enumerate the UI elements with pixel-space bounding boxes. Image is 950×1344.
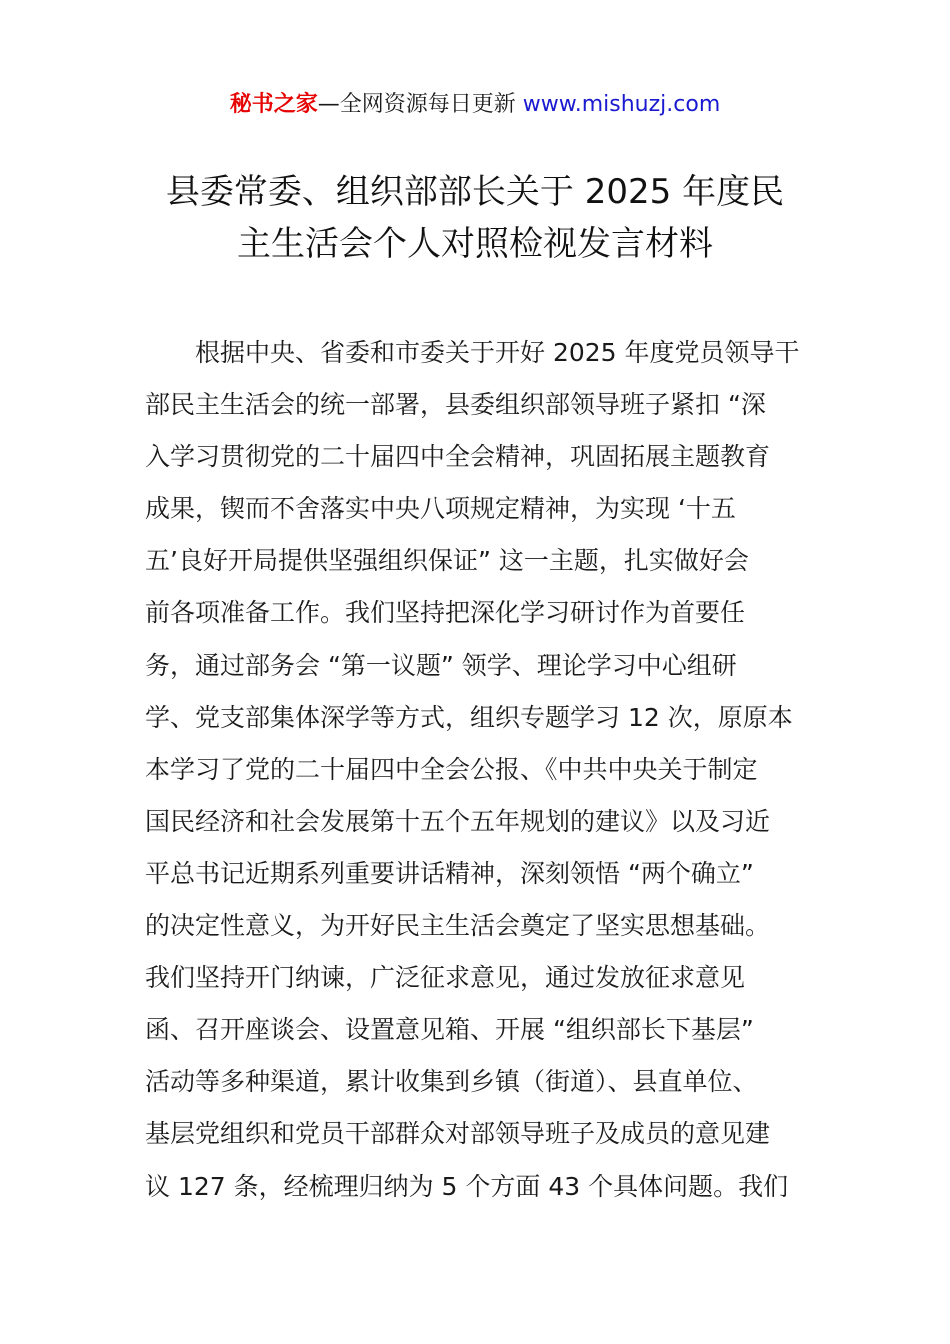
body-line: 的决定性意义，为开好民主生活会奠定了坚实思想基础。 (145, 911, 771, 941)
body-line: 函、召开座谈会、设置意见箱、开展 “组织部长下基层” (145, 1015, 754, 1045)
body-line: 本学习了党的二十届四中全会公报、《中共中央关于制定 (145, 754, 758, 784)
body-line: 前各项准备工作。我们坚持把深化学习研讨作为首要任 (145, 598, 746, 628)
body-line: 我们坚持开门纳谏，广泛征求意见，通过发放征求意见 (145, 963, 746, 993)
body-line: 活动等多种渠道，累计收集到乡镇（街道）、县直单位、 (145, 1067, 758, 1097)
body-line: 五’良好开局提供坚强组织保证” 这一主题，扎实做好会 (145, 546, 749, 576)
body-line: 平总书记近期系列重要讲话精神，深刻领悟 “两个确立” (145, 858, 754, 888)
site-url-link[interactable]: www.mishuzj.com (522, 92, 721, 117)
title-line: 主生活会个人对照检视发言材料 (237, 224, 713, 264)
body-line: 务，通过部务会 “第一议题” 领学、理论学习中心组研 (145, 650, 737, 680)
body-line: 学、党支部集体深学等方式，组织专题学习 12 次，原原本 (145, 702, 793, 732)
site-header (0, 88, 950, 122)
body-line: 部民主生活会的统一部署，县委组织部领导班子紧扣 “深 (145, 390, 766, 420)
body-paragraph (145, 327, 809, 1213)
title-line: 县委常委、组织部部长关于 2025 年度民 (165, 172, 785, 212)
body-line: 基层党组织和党员干部群众对部领导班子及成员的意见建 (145, 1119, 771, 1149)
body-line: 入学习贯彻党的二十届四中全会精神，巩固拓展主题教育 (145, 442, 771, 472)
body-line: 国民经济和社会发展第十五个五年规划的建议》以及习近 (145, 806, 771, 836)
body-line: 成果，锲而不舍落实中央八项规定精神，为实现 ‘十五 (145, 494, 736, 524)
document-title (0, 166, 950, 270)
header-tagline: —全网资源每日更新 (317, 92, 523, 117)
body-line: 根据中央、省委和市委关于开好 2025 年度党员领导干 (195, 338, 800, 367)
body-line: 议 127 条，经梳理归纳为 5 个方面 43 个具体问题。我们 (145, 1171, 789, 1201)
brand-name: 秘书之家 (229, 92, 318, 117)
